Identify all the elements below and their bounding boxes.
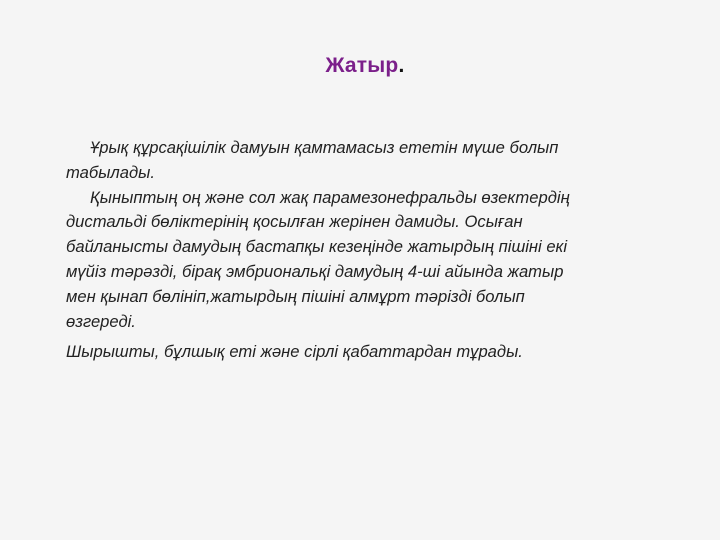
paragraph-line: Ұрық құрсақішілік дамуын қамтамасыз ететін мүше болып [90, 138, 559, 157]
title-punctuation: . [398, 54, 405, 77]
paragraph-line: өзгереді. [66, 311, 136, 331]
paragraph-line: мен қынап бөлініп,жатырдың пішіні алмұрт тәрізді болып [66, 286, 525, 306]
paragraph-line: Қыныптың оң және сол жақ парамезонефральды өзектердің [90, 187, 570, 207]
paragraph-line: байланысты дамудың бастапқы кезеңінде жатырдың пішіні екі [66, 237, 568, 257]
paragraph-line: мүйіз тәрәзді, бірақ эмбриональқі дамудың 4-ші айында жатыр [66, 261, 564, 281]
paragraph-1 [66, 136, 686, 186]
paragraph-2 [66, 186, 686, 335]
slide-title [0, 54, 720, 78]
title-text: Жатыр [325, 54, 399, 77]
paragraph-line: табылады. [66, 162, 155, 182]
paragraph-3: Шырышты, бұлшық еті және сірлі қабаттардан тұрады. [66, 342, 523, 361]
paragraph-line: дистальді бөліктерінің қосылған жерінен дамиды. Осыған [66, 212, 523, 232]
slide-body [66, 136, 686, 334]
